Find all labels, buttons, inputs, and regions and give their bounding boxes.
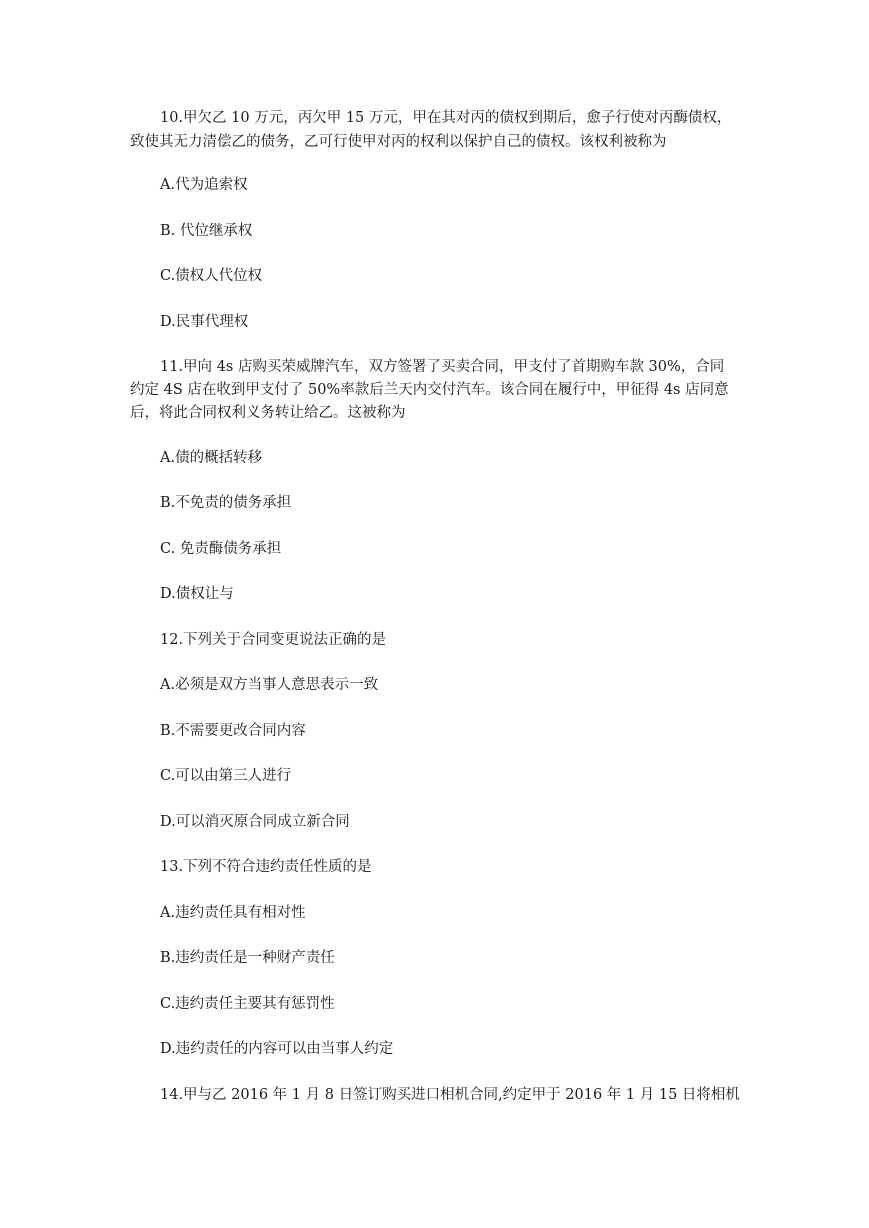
q10-option-a: A.代为追索权: [160, 177, 248, 193]
q13-option-c: C.违约责任主要其有惩罚性: [160, 996, 335, 1012]
q10-stem-line-1: 10.甲欠乙 10 万元，丙欠甲 15 万元，甲在其对丙的债权到期后，愈子行使对丙酶债权，: [160, 110, 732, 126]
q13-option-d: D.违约责任的内容可以由当事人约定: [160, 1041, 394, 1057]
q13-option-b: B.违约责任是一种财产责任: [160, 950, 335, 966]
q11-option-c: C. 免责酶债务承担: [160, 541, 282, 557]
q11-stem-line-3: 后，将此合同权利义务转让给乙。这被称为: [130, 405, 406, 421]
q12-option-b: B.不需要更改合同内容: [160, 723, 306, 739]
q12-option-d: D.可以消灭原合同成立新合同: [160, 814, 350, 830]
q14-stem: 14.甲与乙 2016 年 1 月 8 日签订购买进口相机合同,约定甲于 2016 年 1 月 15 日将相机: [160, 1087, 740, 1103]
q12-stem: 12.下列关于合同变更说法正确的是: [160, 632, 387, 648]
q13-stem: 13.下列不符合违约责任性质的是: [160, 859, 372, 875]
q13-option-a: A.违约责任具有相对性: [160, 905, 306, 921]
q11-stem-line-1: 11.甲向 4s 店购买荣威牌汽车，双方签署了买卖合同，甲支付了首期购车款 30%，合同: [160, 359, 725, 375]
q11-option-b: B.不免责的债务承担: [160, 495, 292, 511]
q11-stem-line-2: 约定 4S 店在收到甲支付了 50%率款后兰天内交付汽车。该合同在履行中，甲征得 4s 店同意: [130, 382, 729, 398]
q10-option-b: B. 代位继承权: [160, 223, 253, 239]
q10-option-c: C.债权人代位权: [160, 268, 263, 284]
q11-option-d: D.债权让与: [160, 586, 234, 602]
q12-option-a: A.必须是双方当事人意思表示一致: [160, 677, 379, 693]
q12-option-c: C.可以由第三人进行: [160, 768, 292, 784]
q10-stem-line-2: 致使其无力清偿乙的债务，乙可行使甲对丙的权利以保护自己的债权。该权利被称为: [130, 134, 667, 150]
q11-option-a: A.债的概括转移: [160, 450, 263, 466]
q10-option-d: D.民事代理权: [160, 314, 249, 330]
